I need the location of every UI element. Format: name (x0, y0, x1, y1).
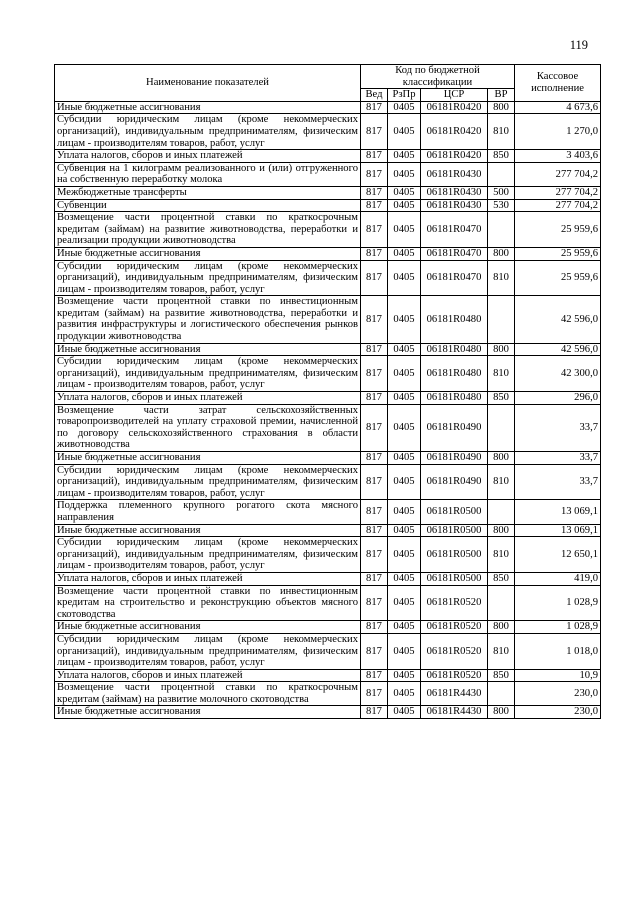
row-amount: 1 028,9 (515, 621, 601, 634)
table-row (55, 296, 601, 343)
row-amount: 42 300,0 (515, 356, 601, 392)
row-vr: 810 (488, 633, 515, 669)
table-row (55, 343, 601, 356)
row-csr: 06181R4430 (421, 682, 488, 706)
row-name: Поддержка племенного крупного рогатого скота мясного направления (55, 500, 361, 524)
row-vr (488, 585, 515, 621)
row-vr: 810 (488, 356, 515, 392)
row-vr (488, 404, 515, 451)
row-vr: 800 (488, 343, 515, 356)
row-ved: 817 (361, 212, 388, 248)
row-vr: 800 (488, 247, 515, 260)
row-name: Межбюджетные трансферты (55, 186, 361, 199)
row-csr: 06181R0430 (421, 162, 488, 186)
row-ved: 817 (361, 669, 388, 682)
row-vr: 500 (488, 186, 515, 199)
row-csr: 06181R0430 (421, 199, 488, 212)
row-csr: 06181R0480 (421, 356, 488, 392)
row-name: Уплата налогов, сборов и иных платежей (55, 669, 361, 682)
row-name: Возмещение части процентной ставки по краткосрочным кредитам (займам) на развитие животноводства, переработки и реализации продукции животноводства (55, 212, 361, 248)
row-ved: 817 (361, 260, 388, 296)
row-csr: 06181R0490 (421, 452, 488, 465)
row-amount: 296,0 (515, 392, 601, 405)
row-ved: 817 (361, 621, 388, 634)
row-name: Возмещение части процентной ставки по краткосрочным кредитам (займам) на развитие молочного скотоводства (55, 682, 361, 706)
row-rzpr: 0405 (388, 621, 421, 634)
row-ved: 817 (361, 150, 388, 163)
row-vr: 810 (488, 464, 515, 500)
row-csr: 06181R0520 (421, 621, 488, 634)
row-ved: 817 (361, 392, 388, 405)
table-row (55, 150, 601, 163)
row-vr: 810 (488, 260, 515, 296)
row-amount: 230,0 (515, 706, 601, 719)
row-name: Иные бюджетные ассигнования (55, 621, 361, 634)
row-name: Возмещение части процентной ставки по инвестиционным кредитам (займам) на развитие животноводства, переработки и развития инфраструктуры и логистического обеспечения рынков продукции животноводства (55, 296, 361, 343)
row-csr: 06181R0480 (421, 343, 488, 356)
row-ved: 817 (361, 343, 388, 356)
table-row (55, 356, 601, 392)
row-name: Иные бюджетные ассигнования (55, 101, 361, 114)
row-amount: 230,0 (515, 682, 601, 706)
row-vr: 800 (488, 524, 515, 537)
row-vr (488, 212, 515, 248)
row-name: Возмещение части затрат сельскохозяйственных товаропроизводителей на уплату страховой премии, начисленной по договору сельскохозяйственного страхования в области животноводства (55, 404, 361, 451)
header-rzpr: РзПр (388, 89, 421, 102)
row-name: Субсидии юридическим лицам (кроме некоммерческих организаций), индивидуальным предпринимателям, физическим лицам - производителям товаров, работ, услуг (55, 356, 361, 392)
row-name: Иные бюджетные ассигнования (55, 452, 361, 465)
row-rzpr: 0405 (388, 682, 421, 706)
row-amount: 1 028,9 (515, 585, 601, 621)
table-body (55, 101, 601, 718)
row-rzpr: 0405 (388, 356, 421, 392)
row-csr: 06181R0520 (421, 633, 488, 669)
row-csr: 06181R0420 (421, 101, 488, 114)
row-ved: 817 (361, 199, 388, 212)
row-ved: 817 (361, 633, 388, 669)
row-rzpr: 0405 (388, 101, 421, 114)
row-rzpr: 0405 (388, 114, 421, 150)
row-amount: 3 403,6 (515, 150, 601, 163)
row-rzpr: 0405 (388, 186, 421, 199)
row-amount: 42 596,0 (515, 343, 601, 356)
row-amount: 33,7 (515, 452, 601, 465)
row-rzpr: 0405 (388, 669, 421, 682)
table-row (55, 101, 601, 114)
row-name: Уплата налогов, сборов и иных платежей (55, 572, 361, 585)
row-vr: 850 (488, 392, 515, 405)
row-vr: 850 (488, 150, 515, 163)
table-row (55, 114, 601, 150)
row-csr: 06181R0500 (421, 500, 488, 524)
row-amount: 277 704,2 (515, 186, 601, 199)
row-vr: 850 (488, 669, 515, 682)
row-rzpr: 0405 (388, 572, 421, 585)
row-amount: 4 673,6 (515, 101, 601, 114)
row-rzpr: 0405 (388, 706, 421, 719)
row-name: Субсидии юридическим лицам (кроме некоммерческих организаций), индивидуальным предпринимателям, физическим лицам - производителям товаров, работ, услуг (55, 464, 361, 500)
row-rzpr: 0405 (388, 464, 421, 500)
row-ved: 817 (361, 524, 388, 537)
row-csr: 06181R0490 (421, 464, 488, 500)
row-csr: 06181R0500 (421, 537, 488, 573)
row-amount: 13 069,1 (515, 524, 601, 537)
row-name: Субвенции (55, 199, 361, 212)
row-rzpr: 0405 (388, 392, 421, 405)
row-csr: 06181R0500 (421, 572, 488, 585)
row-name: Иные бюджетные ассигнования (55, 343, 361, 356)
header-vr: ВР (488, 89, 515, 102)
row-rzpr: 0405 (388, 585, 421, 621)
row-amount: 10,9 (515, 669, 601, 682)
row-rzpr: 0405 (388, 500, 421, 524)
row-csr: 06181R0520 (421, 585, 488, 621)
row-rzpr: 0405 (388, 212, 421, 248)
table-row (55, 212, 601, 248)
table-row (55, 199, 601, 212)
table-row (55, 186, 601, 199)
row-amount: 25 959,6 (515, 247, 601, 260)
budget-table (54, 64, 601, 719)
row-name: Иные бюджетные ассигнования (55, 247, 361, 260)
row-csr: 06181R0420 (421, 114, 488, 150)
row-amount: 25 959,6 (515, 212, 601, 248)
row-name: Иные бюджетные ассигнования (55, 706, 361, 719)
table-row (55, 452, 601, 465)
row-rzpr: 0405 (388, 452, 421, 465)
row-amount: 13 069,1 (515, 500, 601, 524)
row-rzpr: 0405 (388, 150, 421, 163)
row-rzpr: 0405 (388, 404, 421, 451)
row-ved: 817 (361, 572, 388, 585)
row-vr: 800 (488, 621, 515, 634)
row-amount: 12 650,1 (515, 537, 601, 573)
row-rzpr: 0405 (388, 343, 421, 356)
row-ved: 817 (361, 114, 388, 150)
row-vr: 850 (488, 572, 515, 585)
row-name: Иные бюджетные ассигнования (55, 524, 361, 537)
row-amount: 1 270,0 (515, 114, 601, 150)
header-ved: Вед (361, 89, 388, 102)
row-rzpr: 0405 (388, 162, 421, 186)
row-ved: 817 (361, 500, 388, 524)
page-number: 119 (569, 38, 588, 52)
row-amount: 33,7 (515, 404, 601, 451)
header-execution: Кассовое исполнение (515, 65, 601, 102)
row-amount: 277 704,2 (515, 199, 601, 212)
row-rzpr: 0405 (388, 524, 421, 537)
row-amount: 33,7 (515, 464, 601, 500)
table-row (55, 669, 601, 682)
row-name: Возмещение части процентной ставки по инвестиционным кредитам на строительство и реконструкцию объектов мясного скотоводства (55, 585, 361, 621)
table-row (55, 621, 601, 634)
row-amount: 277 704,2 (515, 162, 601, 186)
row-ved: 817 (361, 101, 388, 114)
row-csr: 06181R0480 (421, 392, 488, 405)
row-csr: 06181R0430 (421, 186, 488, 199)
row-rzpr: 0405 (388, 260, 421, 296)
table-row (55, 500, 601, 524)
table-row (55, 572, 601, 585)
header-csr: ЦСР (421, 89, 488, 102)
row-ved: 817 (361, 682, 388, 706)
table-row (55, 585, 601, 621)
row-name: Субсидии юридическим лицам (кроме некоммерческих организаций), индивидуальным предпринимателям, физическим лицам - производителям товаров, работ, услуг (55, 537, 361, 573)
table-row (55, 524, 601, 537)
row-ved: 817 (361, 356, 388, 392)
row-ved: 817 (361, 537, 388, 573)
row-ved: 817 (361, 186, 388, 199)
table-row (55, 682, 601, 706)
row-ved: 817 (361, 706, 388, 719)
row-name: Субсидии юридическим лицам (кроме некоммерческих организаций), индивидуальным предпринимателям, физическим лицам - производителям товаров, работ, услуг (55, 633, 361, 669)
row-ved: 817 (361, 296, 388, 343)
row-name: Субсидии юридическим лицам (кроме некоммерческих организаций), индивидуальным предпринимателям, физическим лицам - производителям товаров, работ, услуг (55, 114, 361, 150)
row-vr: 800 (488, 452, 515, 465)
row-ved: 817 (361, 585, 388, 621)
row-name: Уплата налогов, сборов и иных платежей (55, 150, 361, 163)
row-csr: 06181R0520 (421, 669, 488, 682)
row-csr: 06181R0470 (421, 212, 488, 248)
row-vr: 810 (488, 537, 515, 573)
row-vr (488, 296, 515, 343)
row-name: Уплата налогов, сборов и иных платежей (55, 392, 361, 405)
row-csr: 06181R4430 (421, 706, 488, 719)
row-csr: 06181R0490 (421, 404, 488, 451)
table-row (55, 260, 601, 296)
row-csr: 06181R0470 (421, 260, 488, 296)
row-amount: 42 596,0 (515, 296, 601, 343)
header-name: Наименование показателей (55, 65, 361, 102)
row-csr: 06181R0480 (421, 296, 488, 343)
row-csr: 06181R0500 (421, 524, 488, 537)
row-vr: 800 (488, 706, 515, 719)
row-ved: 817 (361, 162, 388, 186)
row-rzpr: 0405 (388, 296, 421, 343)
row-name: Субвенция на 1 килограмм реализованного и (или) отгруженного на собственную переработку молока (55, 162, 361, 186)
row-name: Субсидии юридическим лицам (кроме некоммерческих организаций), индивидуальным предпринимателям, физическим лицам - производителям товаров, работ, услуг (55, 260, 361, 296)
row-vr: 810 (488, 114, 515, 150)
row-vr (488, 682, 515, 706)
table-row (55, 464, 601, 500)
table-row (55, 706, 601, 719)
row-ved: 817 (361, 464, 388, 500)
row-rzpr: 0405 (388, 199, 421, 212)
row-ved: 817 (361, 247, 388, 260)
row-vr: 800 (488, 101, 515, 114)
row-rzpr: 0405 (388, 537, 421, 573)
row-vr: 530 (488, 199, 515, 212)
row-amount: 1 018,0 (515, 633, 601, 669)
row-rzpr: 0405 (388, 633, 421, 669)
row-amount: 25 959,6 (515, 260, 601, 296)
row-vr (488, 162, 515, 186)
row-ved: 817 (361, 452, 388, 465)
row-csr: 06181R0420 (421, 150, 488, 163)
row-vr (488, 500, 515, 524)
row-amount: 419,0 (515, 572, 601, 585)
table-row (55, 404, 601, 451)
table-row (55, 633, 601, 669)
row-csr: 06181R0470 (421, 247, 488, 260)
header-code-group: Код по бюджетной классификации (361, 65, 515, 89)
row-ved: 817 (361, 404, 388, 451)
table-row (55, 537, 601, 573)
table-row (55, 392, 601, 405)
table-row (55, 247, 601, 260)
row-rzpr: 0405 (388, 247, 421, 260)
header-row (55, 65, 601, 89)
table-row (55, 162, 601, 186)
